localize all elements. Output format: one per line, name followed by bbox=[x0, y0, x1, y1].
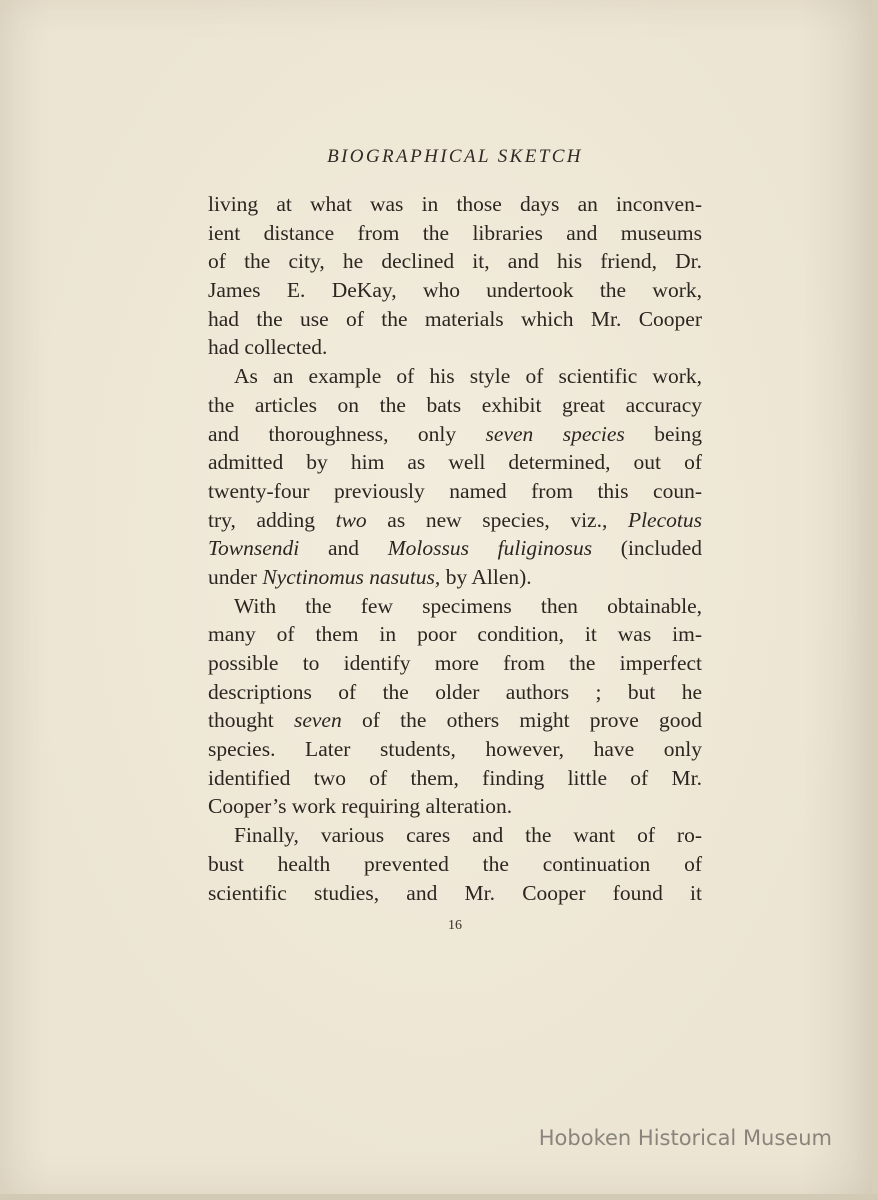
text-line: identified two of them, finding little of Mr. bbox=[208, 765, 702, 790]
text-line: ient distance from the libraries and museums bbox=[208, 220, 702, 245]
text-line: living at what was in those days an inconven- bbox=[208, 192, 702, 216]
paragraph-4 bbox=[208, 821, 702, 907]
text-line: Townsendi and Molossus fuliginosus (included bbox=[208, 536, 702, 561]
paragraph-3 bbox=[208, 592, 702, 822]
text-line: bust health prevented the continuation of bbox=[208, 851, 702, 876]
text-line: scientific studies, and Mr. Cooper found it bbox=[208, 880, 702, 905]
text-line: and thoroughness, only seven species being bbox=[208, 421, 702, 446]
italic-term: Nyctinomus nasutus, bbox=[262, 564, 441, 589]
text-line: had collected. bbox=[208, 335, 328, 360]
text-line: thought seven of the others might prove good bbox=[208, 708, 703, 733]
text-line: Cooper’s work requiring alteration. bbox=[208, 794, 513, 819]
body-text bbox=[208, 190, 702, 907]
text-line: had the use of the materials which Mr. Cooper bbox=[208, 306, 702, 331]
text-line: under Nyctinomus nasutus, by Allen). bbox=[208, 564, 532, 589]
running-head: BIOGRAPHICAL SKETCH bbox=[327, 146, 583, 167]
text-line: Finally, various cares and the want of ro- bbox=[234, 823, 702, 848]
paragraph-2 bbox=[208, 362, 702, 592]
text-line: As an example of his style of scientific work, bbox=[234, 364, 702, 389]
text-line: try, adding two as new species, viz., Plecotus bbox=[208, 507, 702, 532]
italic-term: Townsendi bbox=[208, 536, 300, 561]
text-line: the articles on the bats exhibit great accuracy bbox=[208, 392, 702, 417]
page-edge-bottom bbox=[0, 1194, 878, 1200]
watermark: Hoboken Historical Museum bbox=[538, 1126, 832, 1150]
text-line: descriptions of the older authors ; but he bbox=[208, 679, 702, 704]
italic-term: seven bbox=[293, 708, 342, 733]
text-line: possible to identify more from the imperfect bbox=[208, 651, 702, 675]
page-edge-right bbox=[872, 0, 878, 1200]
text-line: James E. DeKay, who undertook the work, bbox=[208, 278, 702, 303]
text-line: admitted by him as well determined, out of bbox=[208, 450, 702, 475]
paragraph-1 bbox=[208, 190, 702, 362]
italic-term: Molossus fuliginosus bbox=[387, 536, 593, 561]
page-number: 16 bbox=[448, 918, 462, 933]
text-line: twenty-four previously named from this coun- bbox=[208, 478, 702, 503]
italic-term: Plecotus bbox=[627, 507, 702, 532]
italic-term: seven species bbox=[485, 421, 625, 446]
text-line: many of them in poor condition, it was im- bbox=[208, 622, 702, 647]
italic-term: two bbox=[335, 507, 367, 532]
text-line: With the few specimens then obtainable, bbox=[234, 593, 702, 618]
text-line: of the city, he declined it, and his friend, Dr. bbox=[208, 249, 702, 274]
text-line: species. Later students, however, have only bbox=[208, 737, 702, 762]
